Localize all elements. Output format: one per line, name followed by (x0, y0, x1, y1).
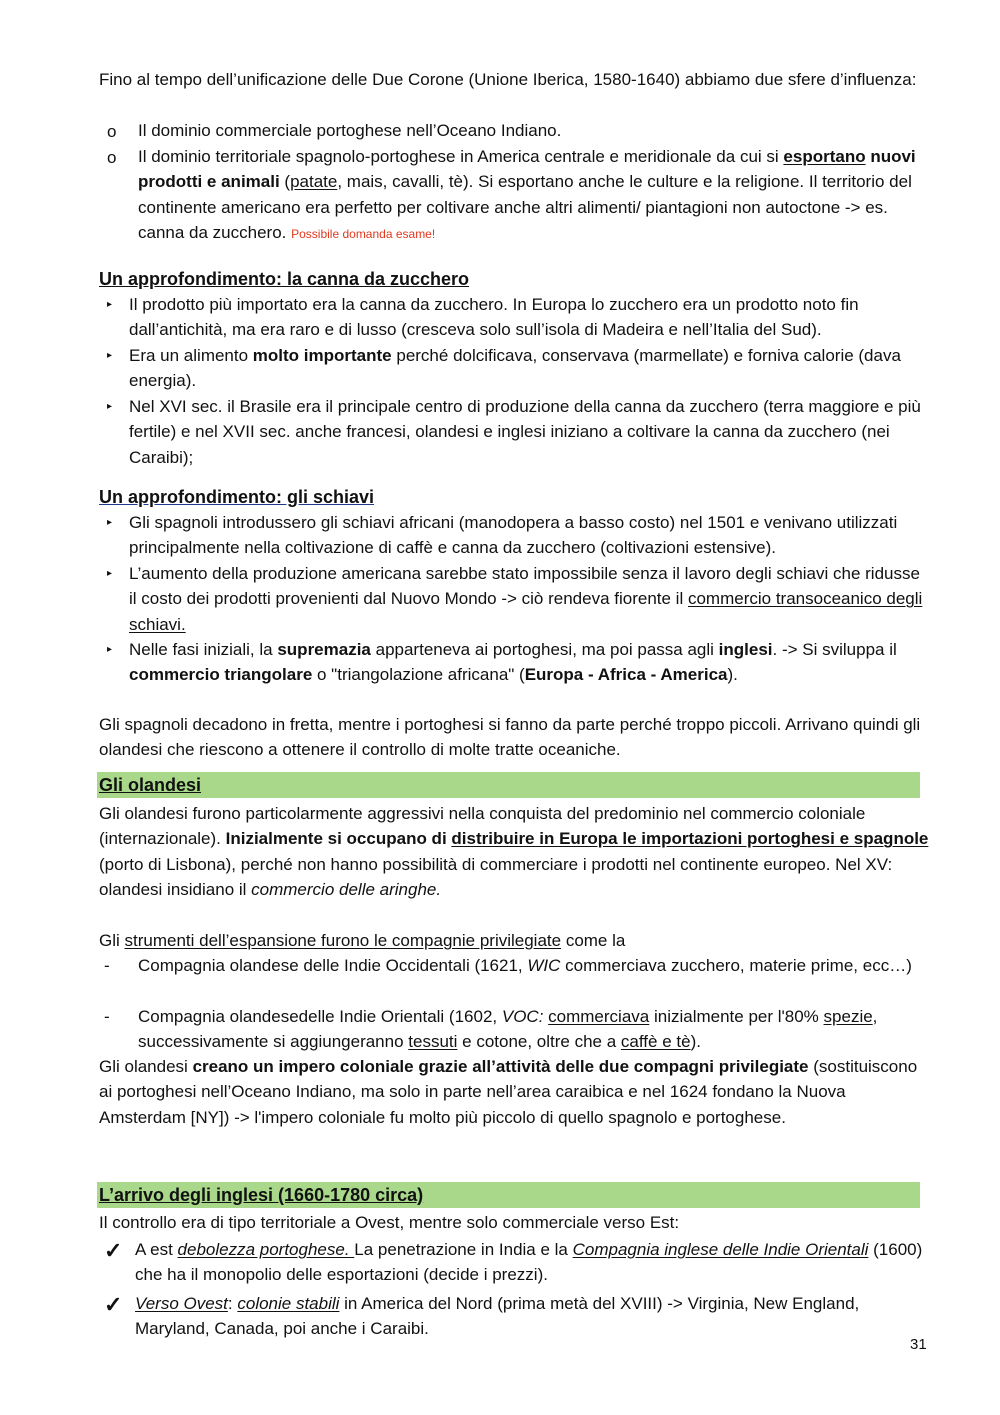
olandesi-paragraph-2: Gli strumenti dell’espansione furono le compagnie privilegiate come la (99, 931, 626, 950)
heading-canna-da-zucchero: Un approfondimento: la canna da zucchero (99, 269, 470, 289)
olandesi-item-wic: Compagnia olandese delle Indie Occidentali (1621, WIC commerciava zucchero, materie prime, ecc…) (138, 956, 912, 975)
zucchero-item-1: Il prodotto più importato era la canna da zucchero. In Europa lo zucchero era un prodotto noto fin dall’antichità, ma era raro e di lusso (cresceva solo sull’isola di Madeira e nell’Italia del Sud). (129, 295, 859, 340)
intro-item-2: Il dominio territoriale spagnolo-portoghese in America centrale e meridionale da cui si esportano nuovi prodotti e animali (patate, mais, cavalli, tè). Si esportano anche le culture e la religione. Il territorio del continente americano era perfetto per coltivare anche altri alimenti/ piantagioni non autoctone -> es. canna da zucchero. Possibile domanda esame! (138, 147, 916, 242)
olandesi-item-voc: Compagnia olandesedelle Indie Orientali (1602, VOC: commerciava inizialmente per l'80% spezie, successivamente si aggiungeranno tessuti e cotone, oltre che a caffè e tè). (138, 1007, 878, 1052)
schiavi-item-2: L’aumento della produzione americana sarebbe stato impossibile senza il lavoro degli schiavi che ridusse il costo dei prodotti provenienti dal Nuovo Mondo -> ciò rendeva fiorente il commercio transoceanico degli schiavi. (129, 564, 923, 634)
schiavi-item-1: Gli spagnoli introdussero gli schiavi africani (manodopera a basso costo) nel 1501 e venivano utilizzati principalmente nella coltivazione di caffè e canna da zucchero (coltivazioni estensive). (129, 513, 898, 558)
page-number: 31 (910, 1336, 927, 1353)
zucchero-item-3: Nel XVI sec. il Brasile era il principale centro di produzione della canna da zucchero (terra maggiore e più fertile) e nel XVII sec. anche francesi, olandesi e inglesi iniziano a coltivare la canna da zucchero (nei Caraibi); (129, 397, 921, 467)
triangle-bullet-icon: ▸ (107, 350, 113, 361)
triangle-bullet-icon: ▸ (107, 517, 113, 528)
dash-bullet-icon: - (104, 956, 110, 975)
inglesi-item-est: A est debolezza portoghese. La penetrazione in India e la Compagnia inglese delle Indie Orientali (1600) che ha il monopolio delle esportazioni (decide i prezzi). (135, 1240, 923, 1285)
checkmark-icon: ✓ (104, 1292, 123, 1317)
checkmark-icon: ✓ (104, 1238, 123, 1263)
section-header-inglesi: L’arrivo degli inglesi (1660-1780 circa) (97, 1182, 920, 1208)
dash-bullet-icon: - (104, 1007, 110, 1026)
zucchero-item-2: Era un alimento molto importante perché dolcificava, conservava (marmellate) e forniva calorie (dava energia). (129, 346, 901, 391)
inglesi-item-ovest: Verso Ovest: colonie stabili in America del Nord (prima metà del XVIII) -> Virginia, New England, Maryland, Canada, poi anche i Caraibi. (135, 1294, 860, 1339)
intro-item-1: Il dominio commerciale portoghese nell’Oceano Indiano. (138, 121, 562, 140)
heading-schiavi: Un approfondimento: gli schiavi (99, 487, 375, 507)
intro-paragraph: Fino al tempo dell’unificazione delle Due Corone (Unione Iberica, 1580-1640) abbiamo due sfere d’influenza: (99, 70, 917, 89)
circle-bullet-icon: o (107, 122, 117, 141)
circle-bullet-icon: o (107, 148, 117, 167)
triangle-bullet-icon: ▸ (107, 401, 113, 412)
exam-note: Possibile domanda esame! (291, 226, 436, 241)
schiavi-after-paragraph: Gli spagnoli decadono in fretta, mentre i portoghesi si fanno da parte perché troppo piccoli. Arrivano quindi gli olandesi che riescono a ottenere il controllo di molte tratte oceaniche. (99, 715, 921, 760)
section-header-olandesi: Gli olandesi (97, 772, 920, 798)
triangle-bullet-icon: ▸ (107, 644, 113, 655)
triangle-bullet-icon: ▸ (107, 568, 113, 579)
schiavi-item-3: Nelle fasi iniziali, la supremazia apparteneva ai portoghesi, ma poi passa agli inglesi. -> Si sviluppa il commercio triangolare o "triangolazione africana" (Europa - Africa - America). (129, 640, 897, 685)
olandesi-paragraph-1: Gli olandesi furono particolarmente aggressivi nella conquista del predominio nel commercio coloniale (internazionale). Inizialmente si occupano di distribuire in Europa le importazioni portoghesi e spagnole (porto di Lisbona), perché non hanno possibilità di commerciare i prodotti nel continente europeo. Nel XV: olandesi insidiano il commercio delle aringhe. (99, 804, 929, 899)
olandesi-paragraph-3: Gli olandesi creano un impero coloniale grazie all’attività delle due compagni privilegiate (sostituiscono ai portoghesi nell’Oceano Indiano, ma solo in parte nell’area caraibica e nel 1624 fondano la Nuova Amsterdam [NY]) -> l'impero coloniale fu molto più piccolo di quello spagnolo e portoghese. (99, 1057, 918, 1127)
triangle-bullet-icon: ▸ (107, 299, 113, 310)
inglesi-intro: Il controllo era di tipo territoriale a Ovest, mentre solo commerciale verso Est: (99, 1213, 680, 1232)
